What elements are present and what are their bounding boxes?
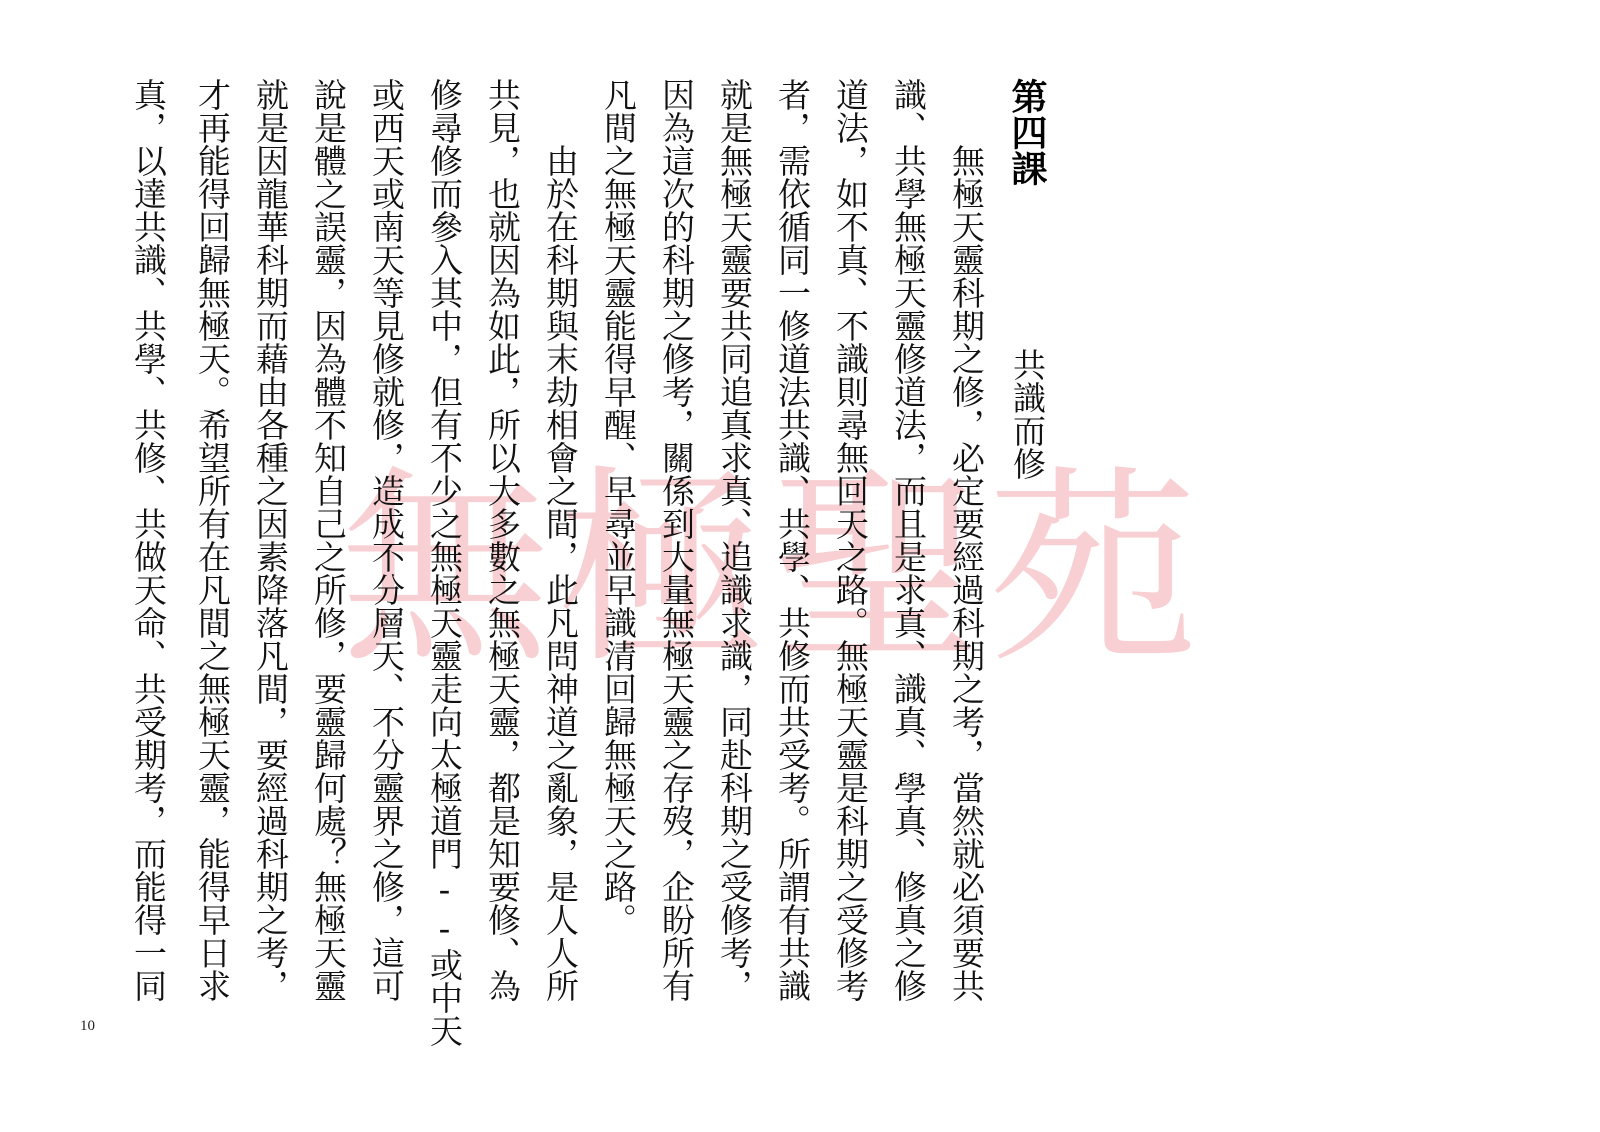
text-column-4: 者，需依循同一修道法共識、共學、共修而共受考。所謂有共識 xyxy=(773,78,812,1002)
text-column-3: 道法，如不真、不識則尋無回天之路。無極天靈是科期之受修考 xyxy=(831,78,870,1002)
text-column-10: 修尋修而參入其中，但有不少之無極天靈走向太極道門--或中天 xyxy=(425,78,464,1047)
text-column-1: 無極天靈科期之修，必定要經過科期之考，當然就必須要共 xyxy=(947,144,986,1002)
text-column-12: 說是體之誤靈，因為體不知自己之所修，要靈歸何處？無極天靈 xyxy=(309,78,348,1002)
text-column-6: 因為這次的科期之修考，關係到大量無極天靈之存歿，企盼所有 xyxy=(657,78,696,1002)
lesson-title: 第四課 xyxy=(1006,78,1047,186)
text-column-14: 才再能得回歸無極天。希望所有在凡間之無極天靈，能得早日求 xyxy=(193,78,232,1002)
text-column-7: 凡間之無極天靈能得早醒、早尋並早識清回歸無極天之路。 xyxy=(599,78,638,936)
text-column-11: 或西天或南天等見修就修，造成不分層天、不分靈界之修，這可 xyxy=(367,78,406,1002)
text-column-5: 就是無極天靈要共同追真求真、追識求識，同赴科期之受修考， xyxy=(715,78,754,1002)
page-number: 10 xyxy=(80,1018,95,1034)
text-column-8: 由於在科期與末劫相會之間，此凡問神道之亂象，是人人所 xyxy=(541,144,580,1002)
text-column-15: 真，以達共識、共學、共修、共做天命、共受期考，而能得一同 xyxy=(129,78,168,1002)
watermark: 無極聖苑 xyxy=(340,447,1205,692)
lesson-subtitle: 共識而修 xyxy=(1008,348,1047,480)
text-column-2: 識、共學無極天靈修道法，而且是求真、識真、學真、修真之修 xyxy=(889,78,928,1002)
text-column-13: 就是因龍華科期而藉由各種之因素降落凡間，要經過科期之考， xyxy=(251,78,290,1002)
text-column-9: 共見，也就因為如此，所以大多數之無極天靈，都是知要修、為 xyxy=(483,78,522,1002)
